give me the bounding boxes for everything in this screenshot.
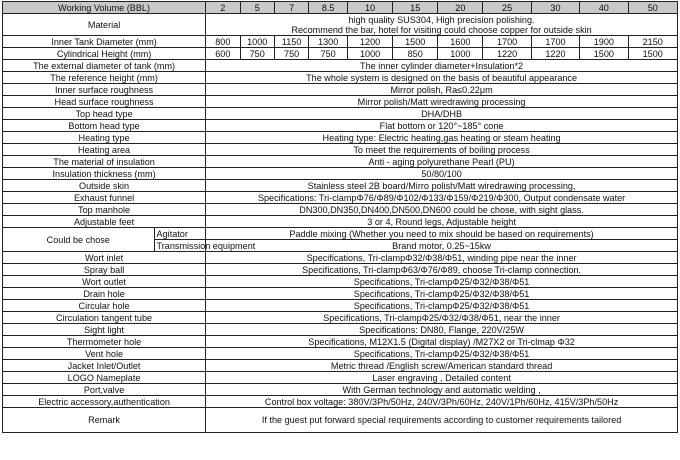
diameter-cell: 2150 [628,36,678,48]
spec-row [3,156,678,168]
spec-value: Laser engraving , Detailed content [206,372,678,384]
spec-label: Top head type [3,108,206,120]
spec-row [3,252,678,264]
height-cell: 750 [240,48,274,60]
spec-row [3,144,678,156]
spec-table [2,1,678,433]
diameter-cell: 1700 [531,36,579,48]
spec-value: Control box voltage: 380V/3Ph/50Hz, 240V/3Ph/60Hz, 240V/1Ph/60Hz, 415V/3Ph/50Hz [206,396,678,408]
spec-label: Sight light [3,324,206,336]
spec-label: Top manhole [3,204,206,216]
material-line-2: Recommend the bar, hotel for visiting could choose copper for outside skin [291,24,592,35]
spec-row [3,300,678,312]
spec-value: DHA/DHB [206,108,678,120]
spec-label: Port,valve [3,384,206,396]
diameter-cell: 1600 [438,36,483,48]
spec-label: The material of insulation [3,156,206,168]
spec-row [3,372,678,384]
volume-cell: 10 [348,2,393,14]
spec-label: The external diameter of tank (mm) [3,60,206,72]
spec-row [3,120,678,132]
cylindrical-height-label: Cylindrical Height (mm) [3,48,206,60]
spec-label: Spray ball [3,264,206,276]
diameter-cell: 1700 [483,36,531,48]
diameter-cell: 1200 [348,36,393,48]
spec-value: The inner cylinder diameter+Insulation*2 [206,60,678,72]
spec-row [3,324,678,336]
spec-value: Flat bottom or 120°~185° cone [206,120,678,132]
spec-row [3,168,678,180]
height-cell: 850 [393,48,438,60]
height-cell: 1220 [483,48,531,60]
spec-value: Mirror polish/Matt wiredrawing processing [206,96,678,108]
spec-row [3,96,678,108]
height-cell: 600 [206,48,240,60]
height-cell: 1500 [628,48,678,60]
spec-label: Bottom head type [3,120,206,132]
volume-cell: 2 [206,2,240,14]
cylindrical-height-row [3,48,678,60]
spec-value: Specifications, Tri-clampΦ25/Φ32/Φ38/Φ51 [206,288,678,300]
spec-row [3,84,678,96]
material-value [206,14,678,36]
spec-value: Anti - aging polyurethane Pearl (PU) [206,156,678,168]
inner-diameter-label: Inner Tank Diameter (mm) [3,36,206,48]
option-label: Agitator [154,228,206,240]
spec-label: Inner surface roughness [3,84,206,96]
spec-label: Heating area [3,144,206,156]
spec-value: Stainless steel 2B board/Mirro polish/Matt wiredrawing processing, [206,180,678,192]
volume-cell: 40 [580,2,628,14]
diameter-cell: 1000 [240,36,274,48]
spec-row [3,396,678,408]
remark-value: If the guest put forward special requirements according to customer requirements tailored [206,408,678,433]
spec-value: Specifications, Tri-clampΦ25/Φ32/Φ38/Φ51 [206,300,678,312]
material-label: Material [3,14,206,36]
option-value: Brand motor, 0.25~15kw [206,240,678,252]
diameter-cell: 1500 [393,36,438,48]
spec-label: Vent hole [3,348,206,360]
spec-table-body [3,2,678,433]
spec-row [3,384,678,396]
spec-row [3,276,678,288]
spec-label: Outside skin [3,180,206,192]
spec-row [3,336,678,348]
diameter-cell: 800 [206,36,240,48]
spec-row [3,360,678,372]
material-row [3,14,678,36]
header-label: Working Volume (BBL) [3,2,206,14]
spec-value: Specifications, Tri-clampΦ25/Φ32/Φ38/Φ51 [206,276,678,288]
spec-value: Heating type: Electric heating,gas heating or steam heating [206,132,678,144]
spec-value: The whole system is designed on the basis of beautiful appearance [206,72,678,84]
spec-label: LOGO Nameplate [3,372,206,384]
spec-value: Metric thread /English screw/American standard thread [206,360,678,372]
spec-label: Drain hole [3,288,206,300]
volume-cell: 20 [438,2,483,14]
could-be-chose-label: Could be chose [3,228,155,252]
option-value: Paddle mixing (Whether you need to mix should be based on requirements) [206,228,678,240]
inner-diameter-row [3,36,678,48]
spec-value: Specifications, Tri-clampΦ25/Φ32/Φ38/Φ51 [206,348,678,360]
spec-value: To meet the requirements of boiling process [206,144,678,156]
diameter-cell: 1150 [274,36,308,48]
spec-value: Specifications: Tri-clampΦ76/Φ89/Φ102/Φ133/Φ159/Φ219/Φ300, Output condensate water [206,192,678,204]
spec-row [3,108,678,120]
spec-label: Insulation thickness (mm) [3,168,206,180]
spec-label: Jacket Inlet/Outlet [3,360,206,372]
spec-row [3,72,678,84]
spec-row [3,180,678,192]
spec-label: The reference height (mm) [3,72,206,84]
spec-row [3,204,678,216]
option-label: Transmission equipment [154,240,206,252]
could-be-chose-row [3,228,678,240]
diameter-cell: 1900 [580,36,628,48]
spec-label: Heating type [3,132,206,144]
height-cell: 1220 [531,48,579,60]
spec-value: DN300,DN350,DN400,DN500,DN600 could be chose, with sight glass. [206,204,678,216]
volume-cell: 8.5 [309,2,348,14]
spec-value: With German technology and automatic welding , [206,384,678,396]
spec-row [3,348,678,360]
volume-cell: 25 [483,2,531,14]
spec-row [3,312,678,324]
spec-value: 3 or 4, Round legs, Adjustable height [206,216,678,228]
height-cell: 750 [309,48,348,60]
spec-value: Specifications, Tri-clampΦ25/Φ32/Φ38/Φ51, near the inner [206,312,678,324]
spec-row [3,288,678,300]
height-cell: 1000 [348,48,393,60]
height-cell: 750 [274,48,308,60]
spec-value: Specifications, Tri-clampΦ32/Φ38/Φ51, winding pipe near the inner [206,252,678,264]
spec-label: Electric accessory,authentication [3,396,206,408]
spec-label: Thermometer hole [3,336,206,348]
spec-value: Mirror polish, Ra≤0.22μm [206,84,678,96]
material-line-1: high quality SUS304, High precision polishing. [348,14,535,25]
spec-value: Specifications, M12X1.5 (Digital display) /M27X2 or Tri-clmap Φ32 [206,336,678,348]
spec-label: Wort inlet [3,252,206,264]
volume-cell: 5 [240,2,274,14]
spec-label: Head surface roughness [3,96,206,108]
remark-row [3,408,678,433]
spec-label: Adjustable feet [3,216,206,228]
volume-cell: 7 [274,2,308,14]
spec-value: 50/80/100 [206,168,678,180]
spec-label: Wort outlet [3,276,206,288]
spec-label: Exhaust funnel [3,192,206,204]
spec-label: Circular hole [3,300,206,312]
spec-row [3,132,678,144]
spec-value: Specifications: DN80, Flange, 220V/25W [206,324,678,336]
diameter-cell: 1300 [309,36,348,48]
spec-label: Circulation tangent tube [3,312,206,324]
volume-cell: 30 [531,2,579,14]
volume-cell: 15 [393,2,438,14]
spec-row [3,192,678,204]
height-cell: 1000 [438,48,483,60]
spec-row [3,264,678,276]
header-row [3,2,678,14]
spec-row [3,216,678,228]
volume-cell: 50 [628,2,678,14]
spec-row [3,60,678,72]
remark-label: Remark [3,408,206,433]
spec-value: Specifications, Tri-clampΦ63/Φ76/Φ89, choose Tri-clamp connection. [206,264,678,276]
height-cell: 1500 [580,48,628,60]
